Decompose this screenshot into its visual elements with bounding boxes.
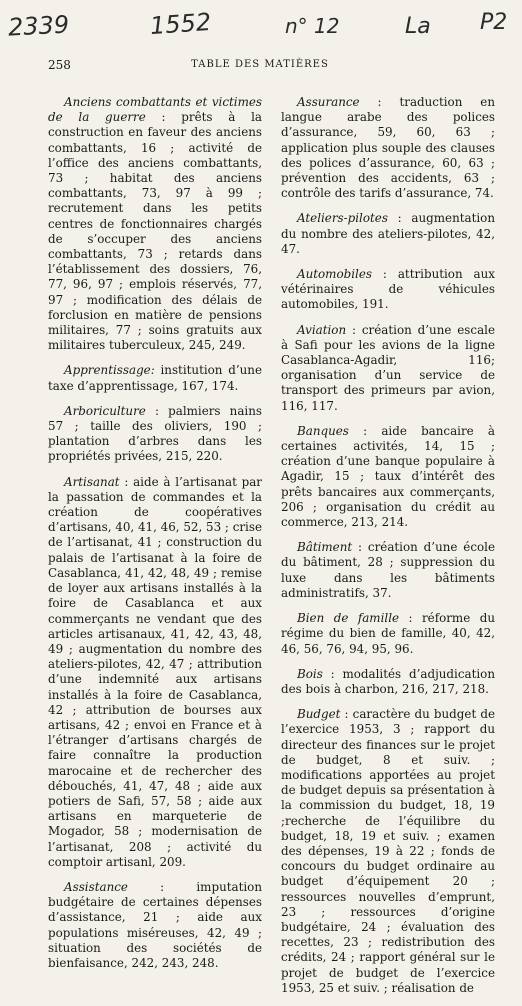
running-title: TABLE DES MATIÈRES bbox=[191, 59, 329, 70]
index-entry bbox=[48, 363, 262, 393]
entry-term: Assistance bbox=[64, 879, 128, 894]
index-entry bbox=[48, 880, 262, 971]
index-entry bbox=[281, 424, 495, 530]
entry-text: : réforme du régime du bien de famille, 40, 42, 46, 56, 76, 94, 95, 96. bbox=[281, 611, 495, 656]
annotation-5: P2 bbox=[480, 10, 508, 35]
entry-term: Bois bbox=[297, 666, 323, 681]
index-entry bbox=[281, 667, 495, 697]
entry-term: Budget bbox=[297, 707, 341, 722]
entry-text: institution d’une taxe d’apprentissage, 167, 174. bbox=[48, 363, 262, 393]
index-entry bbox=[281, 540, 495, 601]
index-entry bbox=[281, 707, 495, 996]
entry-text: : création d’une escale à Safi pour les avions de la ligne Casablanca-Agadir, 116; organisation d’un service de transport des primeurs par avion, 116, 117. bbox=[281, 322, 495, 413]
entry-text: : augmentation du nombre des ateliers-pilotes, 42, 47. bbox=[281, 211, 495, 256]
entry-term: Ateliers-pilotes bbox=[297, 211, 388, 226]
entry-text: : traduction en langue arabe des polices d’assurance, 59, 60, 63 ; application plus souple des clauses des polices d’assurance, 60, 63 ; prévention des accidents, 63 ; contrôle des tarifs d’assurance, 74. bbox=[281, 95, 495, 201]
entry-term: Artisanat bbox=[64, 474, 120, 489]
entry-text: : caractère du budget de l’exercice 1953, 3 ; rapport du directeur des finances sur le projet de budget, 8 et suiv. ; modifications apportées au projet de budget depuis sa présentation à la commission du budget, 18, 19 ;recherche de l’équilibre du budget, 18, 19 et suiv. ; examen des dépenses, 19 à 22 ; fonds de concours du budget ordinaire au budget d’équipement 20 ; ressources nouvelles d’emprunt, 23 ; ressources d’origine budgétaire, 24 ; évaluation des recettes, 23 ; redistribution des crédits, 24 ; rapport général sur le projet de budget de l’exercice 1953, 25 et suiv. ; réalisation de bbox=[281, 707, 495, 995]
entry-term: Arboriculture bbox=[64, 403, 146, 418]
entry-text: : modalités d’adjudication des bois à charbon, 216, 217, 218. bbox=[281, 666, 495, 696]
entry-text: : aide à l’artisanat par la passation de commandes et la création de coopératives d’artisans, 40, 41, 46, 52, 53 ; crise de l’artisanat, 41 ; construction du palais de l’artisanat à la foire de Casablanca, 41, 42, 48, 49 ; remise de loyer aux artisans installés à la foire de Casablanca et aux commerçants ne vendant que des articles artisanaux, 41, 42, 43, 48, 49 ; augmentation du nombre des ateliers-pilotes, 42, 47 ; attribution d’une indemnité aux artisans installés à la foire de Casablanca, 42 ; attribution de bourses aux artisans, 42 ; envoi en France et à l’étranger d’artisans chargés de faire connaître la production marocaine et de rechercher des débouchés, 41, 47, 48 ; aide aux potiers de Safi, 57, 58 ; aide aux artisans en marqueterie de Mogador, 58 ; modernisation de l’artisanat, 208 ; activité du comptoir artisanl, 209. bbox=[48, 474, 262, 869]
page-number: 258 bbox=[48, 58, 71, 72]
annotation-1: 2339 bbox=[7, 10, 70, 42]
right-column bbox=[281, 95, 495, 1006]
left-column bbox=[48, 95, 262, 981]
index-entry bbox=[48, 404, 262, 465]
index-entry bbox=[48, 95, 262, 353]
entry-term: Aviation bbox=[297, 322, 347, 337]
index-entry bbox=[281, 95, 495, 201]
entry-text: : palmiers nains 57 ; taille des oliviers, 190 ; plantation d’arbres dans les propriétés privées, 215, 220. bbox=[48, 403, 262, 464]
index-entry bbox=[281, 323, 495, 414]
index-entry bbox=[281, 611, 495, 657]
entry-term: Assurance bbox=[297, 95, 360, 109]
entry-term: Bien de famille bbox=[297, 611, 400, 626]
index-entry bbox=[281, 211, 495, 257]
entry-term: Bâtiment bbox=[297, 540, 353, 555]
annotation-2: 1552 bbox=[149, 7, 212, 41]
page-header bbox=[48, 58, 472, 74]
entry-term: Banques bbox=[297, 423, 349, 438]
annotation-3: n° 12 bbox=[285, 14, 340, 38]
entry-term: Automobiles bbox=[297, 267, 372, 282]
entry-text: : attribution aux vétérinaires de véhicules automobiles, 191. bbox=[281, 267, 495, 312]
index-entry bbox=[281, 267, 495, 313]
entry-text: : création d’une école du bâtiment, 28 ; suppression du luxe dans les bâtiments administratifs, 37. bbox=[281, 540, 495, 600]
entry-text: : imputation budgétaire de certaines dépenses d’assistance, 21 ; aide aux populations miséreuses, 42, 49 ; situation des sociétés de bienfaisance, 242, 243, 248. bbox=[48, 879, 262, 970]
annotation-4: La bbox=[405, 14, 431, 39]
entry-term: Anciens combattants et victimes de la guerre bbox=[48, 95, 262, 125]
entry-text: : aide bancaire à certaines activités, 14, 15 ; création d’une banque populaire à Agadir, 15 ; taux d’intérêt des prêts bancaires aux commerçants, 206 ; organisation du crédit au commerce, 213, 214. bbox=[281, 423, 495, 530]
entry-text: : prêts à la construction en faveur des anciens combattants, 16 ; activité de l’office des anciens combattants, 73 ; habitat des anciens combattants, 73, 97 à 99 ; recrutement dans les petits centres de fonctionnaires chargés de s’occuper des anciens combattants, 73 ; retards dans l’établissement des dossiers, 76, 77, 96, 97 ; emplois réservés, 77, 97 ; modification des délais de forclusion en matière de pensions militaires, 77 ; soins gratuits aux militaires tuberculeux, 245, 249. bbox=[48, 110, 262, 353]
entry-term: Apprentissage: bbox=[64, 363, 155, 378]
handwritten-annotations bbox=[0, 7, 522, 46]
index-entry bbox=[48, 475, 262, 870]
